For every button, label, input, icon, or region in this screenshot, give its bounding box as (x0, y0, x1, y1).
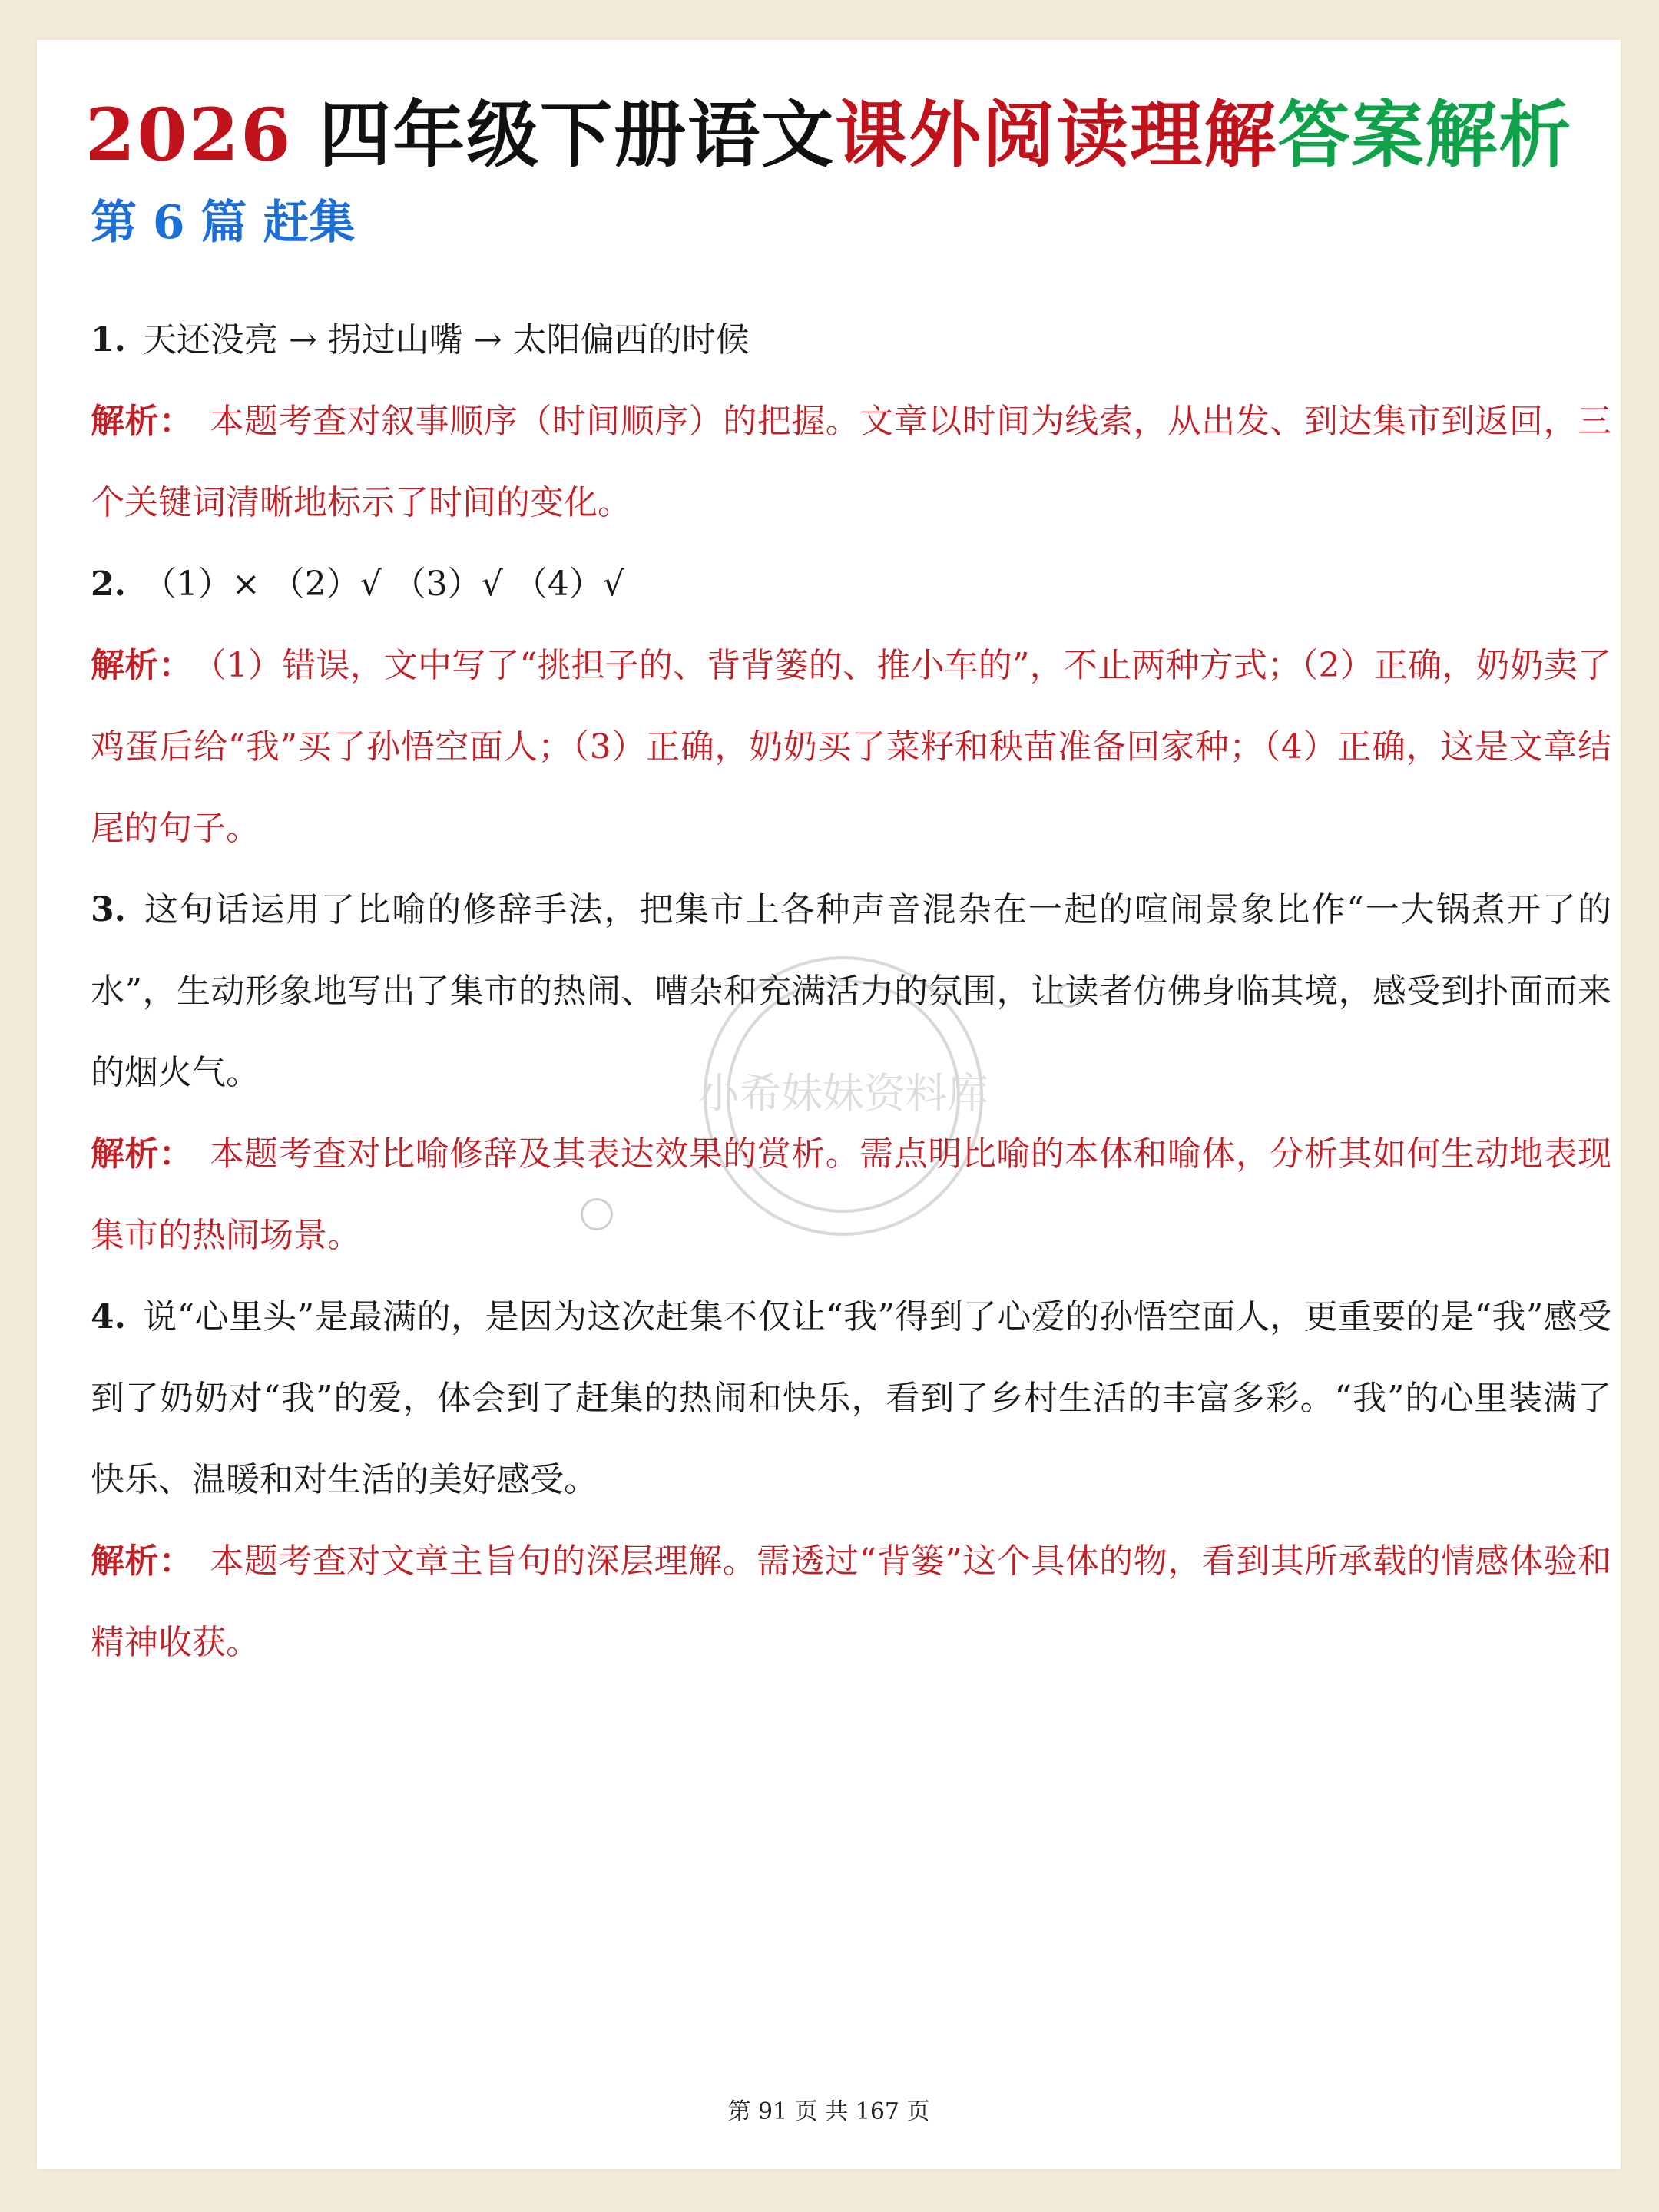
analysis-text: 本题考查对叙事顺序（时间顺序）的把握。文章以时间为线索，从出发、到达集市到返回，三个关键词清晰地标示了时间的变化。 (91, 402, 1612, 522)
question-block (91, 300, 1611, 544)
page-footer: 第 91 页 共 167 页 (727, 2098, 930, 2125)
answer-text: 这句话运用了比喻的修辞手法，把集市上各种声音混杂在一起的喧闹景象比作“一大锅煮开了的水”，生动形象地写出了集市的热闹、嘈杂和充满活力的氛围，让读者仿佛身临其境，感受到扑面而来的烟火气。 (91, 890, 1611, 1092)
answer-text: 天还没亮 → 拐过山嘴 → 太阳偏西的时候 (142, 320, 750, 359)
title-reading: 课外阅读理解 (835, 93, 1278, 177)
answer-paragraph (91, 869, 1611, 1114)
analysis-label: 解析： (91, 646, 193, 685)
analysis-paragraph (91, 1521, 1611, 1684)
analysis-paragraph (91, 625, 1611, 869)
analysis-text: （1）错误，文中写了“挑担子的、背背篓的、推小车的”，不止两种方式；（2）正确，奶奶卖了鸡蛋后给“我”买了孙悟空面人；（3）正确，奶奶买了菜籽和秧苗准备回家种；（4）正确，这是文章结尾的句子。 (91, 646, 1611, 848)
document-page (37, 40, 1621, 2169)
answer-content (91, 300, 1611, 1684)
analysis-text: 本题考查对文章主旨句的深层理解。需透过“背篓”这个具体的物，看到其所承载的情感体验和精神收获。 (91, 1541, 1611, 1662)
title-answers: 答案解析 (1277, 93, 1573, 177)
answer-paragraph (91, 544, 1611, 625)
answer-text: （1）× （2）√ （3）√ （4）√ (142, 565, 624, 604)
title-grade-subject: 四年级下册语文 (319, 93, 836, 177)
answer-text: 说“心里头”是最满的，是因为这次赶集不仅让“我”得到了心爱的孙悟空面人，更重要的是“我”感受到了奶奶对“我”的爱，体会到了赶集的热闹和快乐，看到了乡村生活的丰富多彩。“我”的心里装满了快乐、温暖和对生活的美好感受。 (91, 1297, 1611, 1499)
analysis-paragraph (91, 381, 1611, 544)
analysis-label: 解析： (91, 1134, 194, 1174)
analysis-label: 解析： (91, 402, 194, 441)
question-number: 2. (91, 565, 126, 604)
page-title (37, 77, 1621, 180)
answer-paragraph (91, 1277, 1611, 1521)
analysis-text: 本题考查对比喻修辞及其表达效果的赏析。需点明比喻的本体和喻体，分析其如何生动地表现集市的热闹场景。 (91, 1134, 1612, 1255)
answer-paragraph (91, 300, 1611, 381)
watermark-text: 小希妹妹资料库 (698, 1069, 988, 1118)
question-block (91, 1277, 1611, 1684)
analysis-label: 解析： (91, 1541, 194, 1581)
question-number: 1. (91, 320, 126, 359)
section-title: 第 6 篇 赶集 (91, 196, 356, 250)
question-block (91, 869, 1611, 1277)
question-block (91, 544, 1611, 869)
question-number: 4. (91, 1297, 126, 1336)
title-year: 2026 (84, 93, 293, 177)
question-number: 3. (91, 890, 126, 929)
analysis-paragraph (91, 1114, 1611, 1277)
